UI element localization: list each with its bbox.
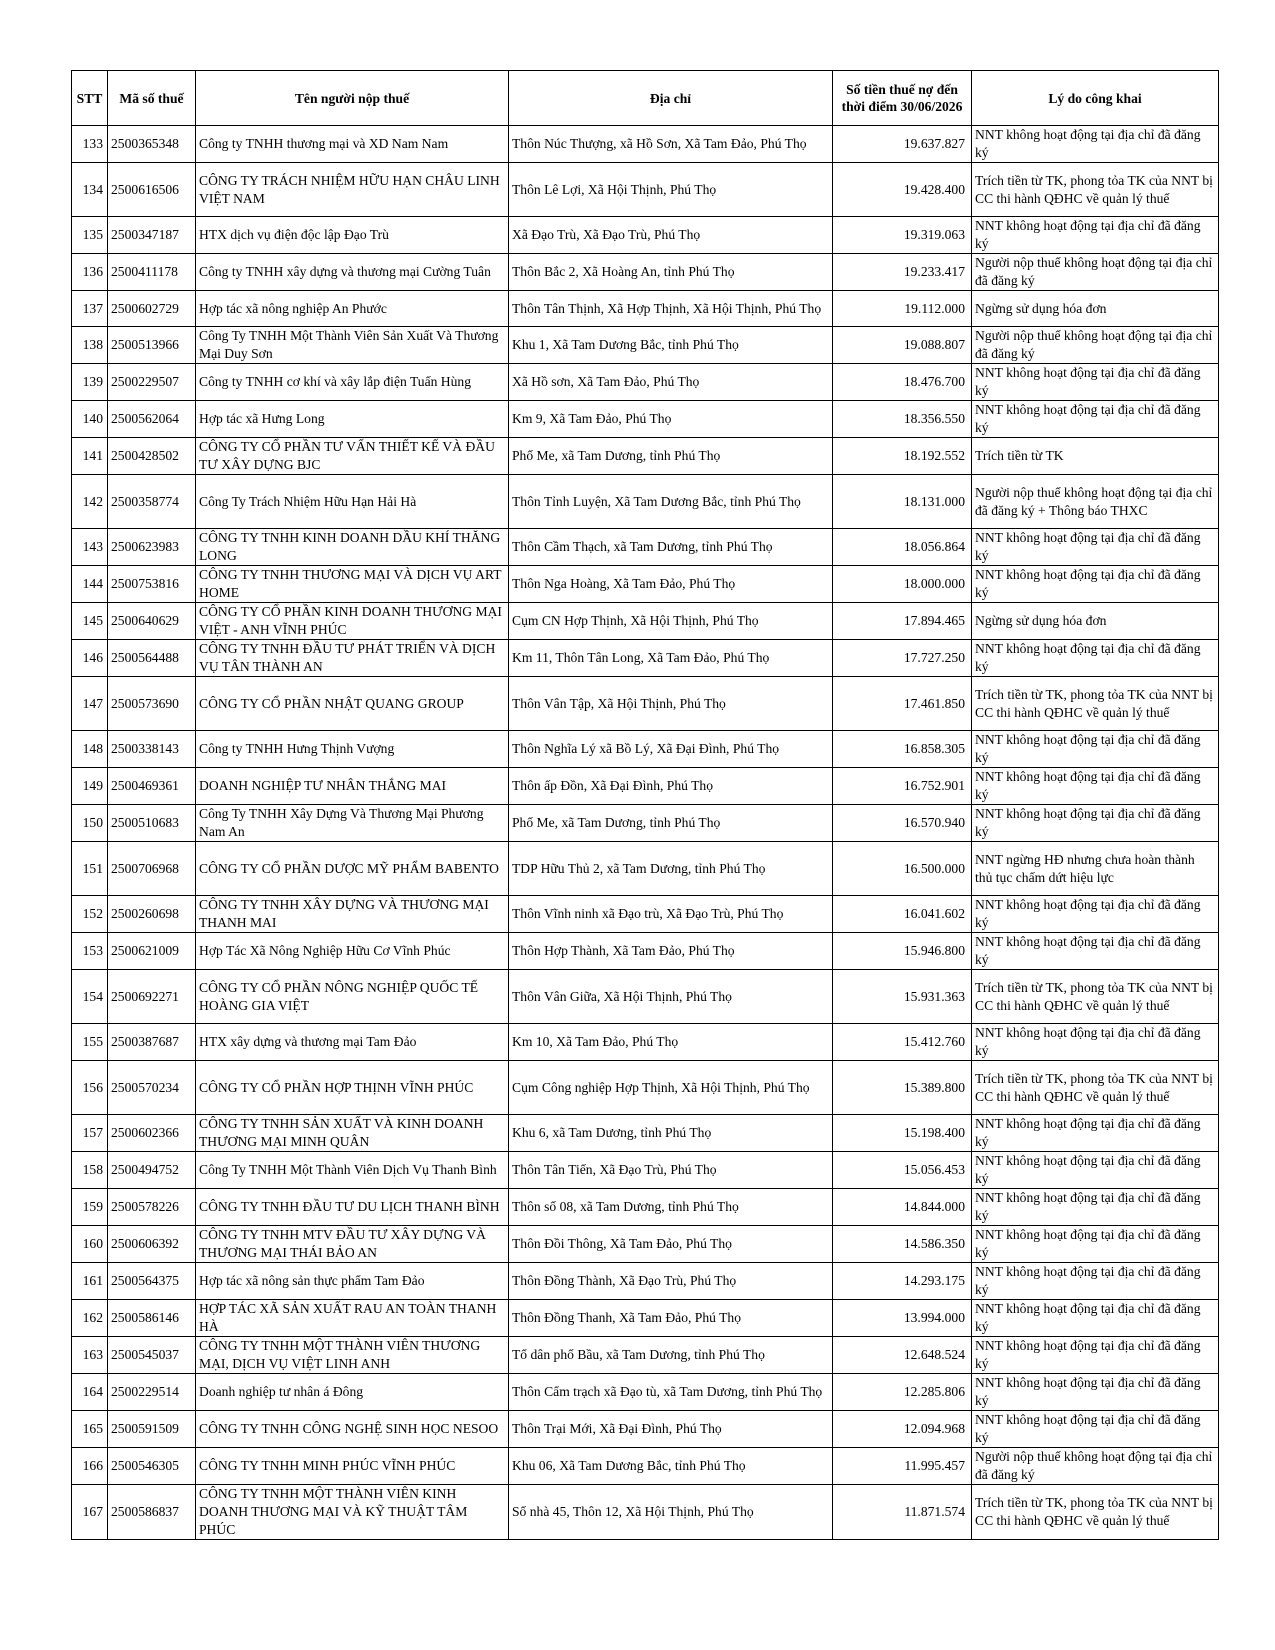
row-debt-amount: 16.858.305 bbox=[833, 731, 972, 768]
row-tax-code: 2500564375 bbox=[108, 1263, 196, 1300]
row-tax-code: 2500640629 bbox=[108, 603, 196, 640]
row-taxpayer-name: HTX dịch vụ điện độc lập Đạo Trù bbox=[196, 217, 509, 254]
row-tax-code: 2500358774 bbox=[108, 475, 196, 529]
row-tax-code: 2500411178 bbox=[108, 254, 196, 291]
row-tax-code: 2500578226 bbox=[108, 1189, 196, 1226]
table-row bbox=[72, 677, 1219, 731]
row-debt-amount: 12.285.806 bbox=[833, 1374, 972, 1411]
row-taxpayer-name: CÔNG TY TNHH MỘT THÀNH VIÊN THƯƠNG MẠI, DỊCH VỤ VIỆT LINH ANH bbox=[196, 1337, 509, 1374]
row-address: Phố Me, xã Tam Dương, tỉnh Phú Thọ bbox=[509, 805, 833, 842]
row-disclosure-reason: NNT ngừng HĐ nhưng chưa hoàn thành thủ tục chấm dứt hiệu lực bbox=[972, 842, 1219, 896]
row-taxpayer-name: CÔNG TY TRÁCH NHIỆM HỮU HẠN CHÂU LINH VIỆT NAM bbox=[196, 163, 509, 217]
row-stt: 148 bbox=[72, 731, 108, 768]
row-tax-code: 2500573690 bbox=[108, 677, 196, 731]
row-debt-amount: 11.995.457 bbox=[833, 1448, 972, 1485]
row-address: Thôn Tân Tiến, Xã Đạo Trù, Phú Thọ bbox=[509, 1152, 833, 1189]
header-tax-code: Mã số thuế bbox=[108, 71, 196, 126]
table-body bbox=[72, 126, 1219, 1540]
table-row bbox=[72, 327, 1219, 364]
row-tax-code: 2500564488 bbox=[108, 640, 196, 677]
row-tax-code: 2500562064 bbox=[108, 401, 196, 438]
row-debt-amount: 15.931.363 bbox=[833, 970, 972, 1024]
row-taxpayer-name: CÔNG TY TNHH ĐẦU TƯ PHÁT TRIỂN VÀ DỊCH VỤ TÂN THÀNH AN bbox=[196, 640, 509, 677]
row-debt-amount: 17.727.250 bbox=[833, 640, 972, 677]
row-disclosure-reason: NNT không hoạt động tại địa chỉ đã đăng ký bbox=[972, 1337, 1219, 1374]
row-address: Km 9, Xã Tam Đảo, Phú Thọ bbox=[509, 401, 833, 438]
row-disclosure-reason: NNT không hoạt động tại địa chỉ đã đăng ký bbox=[972, 1411, 1219, 1448]
row-debt-amount: 14.844.000 bbox=[833, 1189, 972, 1226]
row-disclosure-reason: Trích tiền từ TK, phong tỏa TK của NNT bị CC thi hành QĐHC về quản lý thuế bbox=[972, 677, 1219, 731]
row-taxpayer-name: CÔNG TY CỔ PHẦN NHẬT QUANG GROUP bbox=[196, 677, 509, 731]
row-address: Thôn Cầm Thạch, xã Tam Dương, tỉnh Phú Thọ bbox=[509, 529, 833, 566]
table-row bbox=[72, 401, 1219, 438]
row-tax-code: 2500586146 bbox=[108, 1300, 196, 1337]
row-disclosure-reason: NNT không hoạt động tại địa chỉ đã đăng ký bbox=[972, 1152, 1219, 1189]
table-row bbox=[72, 475, 1219, 529]
table-row bbox=[72, 842, 1219, 896]
row-debt-amount: 17.894.465 bbox=[833, 603, 972, 640]
table-row bbox=[72, 364, 1219, 401]
row-debt-amount: 16.500.000 bbox=[833, 842, 972, 896]
row-taxpayer-name: HỢP TÁC XÃ SẢN XUẤT RAU AN TOÀN THANH HÀ bbox=[196, 1300, 509, 1337]
row-taxpayer-name: CÔNG TY TNHH XÂY DỰNG VÀ THƯƠNG MẠI THANH MAI bbox=[196, 896, 509, 933]
row-taxpayer-name: Hợp tác xã nông sản thực phẩm Tam Đảo bbox=[196, 1263, 509, 1300]
row-address: Thôn Hợp Thành, Xã Tam Đảo, Phú Thọ bbox=[509, 933, 833, 970]
row-stt: 135 bbox=[72, 217, 108, 254]
row-disclosure-reason: NNT không hoạt động tại địa chỉ đã đăng ký bbox=[972, 640, 1219, 677]
row-taxpayer-name: Công ty TNHH cơ khí và xây lắp điện Tuấn Hùng bbox=[196, 364, 509, 401]
row-taxpayer-name: CÔNG TY TNHH KINH DOANH DẦU KHÍ THĂNG LONG bbox=[196, 529, 509, 566]
row-stt: 152 bbox=[72, 896, 108, 933]
row-debt-amount: 18.056.864 bbox=[833, 529, 972, 566]
row-address: Thôn Tân Thịnh, Xã Hợp Thịnh, Xã Hội Thịnh, Phú Thọ bbox=[509, 291, 833, 327]
tax-debt-table bbox=[71, 70, 1219, 1540]
row-disclosure-reason: NNT không hoạt động tại địa chỉ đã đăng ký bbox=[972, 1300, 1219, 1337]
row-tax-code: 2500513966 bbox=[108, 327, 196, 364]
row-address: Km 11, Thôn Tân Long, Xã Tam Đảo, Phú Thọ bbox=[509, 640, 833, 677]
row-debt-amount: 16.752.901 bbox=[833, 768, 972, 805]
row-tax-code: 2500229507 bbox=[108, 364, 196, 401]
table-row bbox=[72, 217, 1219, 254]
row-disclosure-reason: NNT không hoạt động tại địa chỉ đã đăng ký bbox=[972, 1374, 1219, 1411]
row-taxpayer-name: Công Ty TNHH Xây Dựng Và Thương Mại Phương Nam An bbox=[196, 805, 509, 842]
row-stt: 153 bbox=[72, 933, 108, 970]
row-disclosure-reason: Trích tiền từ TK, phong tỏa TK của NNT bị CC thi hành QĐHC về quản lý thuế bbox=[972, 163, 1219, 217]
row-tax-code: 2500602366 bbox=[108, 1115, 196, 1152]
row-stt: 144 bbox=[72, 566, 108, 603]
row-taxpayer-name: CÔNG TY TNHH CÔNG NGHỆ SINH HỌC NESOO bbox=[196, 1411, 509, 1448]
row-address: Khu 1, Xã Tam Dương Bắc, tỉnh Phú Thọ bbox=[509, 327, 833, 364]
row-stt: 164 bbox=[72, 1374, 108, 1411]
row-address: Khu 06, Xã Tam Dương Bắc, tỉnh Phú Thọ bbox=[509, 1448, 833, 1485]
row-tax-code: 2500753816 bbox=[108, 566, 196, 603]
row-debt-amount: 19.088.807 bbox=[833, 327, 972, 364]
row-disclosure-reason: Người nộp thuế không hoạt động tại địa chỉ đã đăng ký bbox=[972, 1448, 1219, 1485]
row-stt: 142 bbox=[72, 475, 108, 529]
row-taxpayer-name: HTX xây dựng và thương mại Tam Đảo bbox=[196, 1024, 509, 1061]
row-taxpayer-name: CÔNG TY TNHH MỘT THÀNH VIÊN KINH DOANH THƯƠNG MẠI VÀ KỸ THUẬT TÂM PHÚC bbox=[196, 1485, 509, 1540]
row-disclosure-reason: NNT không hoạt động tại địa chỉ đã đăng ký bbox=[972, 768, 1219, 805]
row-disclosure-reason: NNT không hoạt động tại địa chỉ đã đăng ký bbox=[972, 217, 1219, 254]
row-tax-code: 2500428502 bbox=[108, 438, 196, 475]
row-disclosure-reason: NNT không hoạt động tại địa chỉ đã đăng ký bbox=[972, 805, 1219, 842]
row-address: Thôn ấp Đồn, Xã Đại Đình, Phú Thọ bbox=[509, 768, 833, 805]
header-stt: STT bbox=[72, 71, 108, 126]
row-address: Thôn số 08, xã Tam Dương, tỉnh Phú Thọ bbox=[509, 1189, 833, 1226]
row-stt: 145 bbox=[72, 603, 108, 640]
row-disclosure-reason: NNT không hoạt động tại địa chỉ đã đăng ký bbox=[972, 1115, 1219, 1152]
row-stt: 139 bbox=[72, 364, 108, 401]
table-row bbox=[72, 291, 1219, 327]
row-debt-amount: 18.131.000 bbox=[833, 475, 972, 529]
row-address: Cụm CN Hợp Thịnh, Xã Hội Thịnh, Phú Thọ bbox=[509, 603, 833, 640]
row-taxpayer-name: Hợp tác xã nông nghiệp An Phước bbox=[196, 291, 509, 327]
row-stt: 141 bbox=[72, 438, 108, 475]
row-stt: 134 bbox=[72, 163, 108, 217]
table-row bbox=[72, 603, 1219, 640]
row-tax-code: 2500347187 bbox=[108, 217, 196, 254]
row-debt-amount: 18.000.000 bbox=[833, 566, 972, 603]
row-address: Xã Hồ sơn, Xã Tam Đảo, Phú Thọ bbox=[509, 364, 833, 401]
row-address: Thôn Núc Thượng, xã Hồ Sơn, Xã Tam Đảo, Phú Thọ bbox=[509, 126, 833, 163]
row-taxpayer-name: Hợp tác xã Hưng Long bbox=[196, 401, 509, 438]
table-row bbox=[72, 1263, 1219, 1300]
row-taxpayer-name: CÔNG TY CỔ PHẦN KINH DOANH THƯƠNG MẠI VIỆT - ANH VĨNH PHÚC bbox=[196, 603, 509, 640]
row-disclosure-reason: NNT không hoạt động tại địa chỉ đã đăng ký bbox=[972, 529, 1219, 566]
row-address: Thôn Đồi Thông, Xã Tam Đảo, Phú Thọ bbox=[509, 1226, 833, 1263]
row-debt-amount: 12.648.524 bbox=[833, 1337, 972, 1374]
row-debt-amount: 11.871.574 bbox=[833, 1485, 972, 1540]
row-stt: 159 bbox=[72, 1189, 108, 1226]
table-row bbox=[72, 805, 1219, 842]
table-row bbox=[72, 768, 1219, 805]
header-debt-amount: Số tiền thuế nợ đến thời điểm 30/06/2026 bbox=[833, 71, 972, 126]
row-stt: 166 bbox=[72, 1448, 108, 1485]
row-disclosure-reason: Người nộp thuế không hoạt động tại địa chỉ đã đăng ký bbox=[972, 327, 1219, 364]
table-row bbox=[72, 1448, 1219, 1485]
row-debt-amount: 17.461.850 bbox=[833, 677, 972, 731]
row-tax-code: 2500469361 bbox=[108, 768, 196, 805]
row-address: Thôn Nghĩa Lý xã Bồ Lý, Xã Đại Đình, Phú Thọ bbox=[509, 731, 833, 768]
table-row bbox=[72, 1226, 1219, 1263]
table-row bbox=[72, 1061, 1219, 1115]
row-taxpayer-name: CÔNG TY TNHH MINH PHÚC VĨNH PHÚC bbox=[196, 1448, 509, 1485]
row-tax-code: 2500621009 bbox=[108, 933, 196, 970]
header-disclosure-reason: Lý do công khai bbox=[972, 71, 1219, 126]
row-address: Thôn Lê Lợi, Xã Hội Thịnh, Phú Thọ bbox=[509, 163, 833, 217]
row-tax-code: 2500545037 bbox=[108, 1337, 196, 1374]
row-tax-code: 2500591509 bbox=[108, 1411, 196, 1448]
row-stt: 158 bbox=[72, 1152, 108, 1189]
row-address: Thôn Cẩm trạch xã Đạo tù, xã Tam Dương, tỉnh Phú Thọ bbox=[509, 1374, 833, 1411]
row-stt: 151 bbox=[72, 842, 108, 896]
row-debt-amount: 18.356.550 bbox=[833, 401, 972, 438]
row-tax-code: 2500365348 bbox=[108, 126, 196, 163]
row-address: Tổ dân phố Bầu, xã Tam Dương, tỉnh Phú Thọ bbox=[509, 1337, 833, 1374]
row-address: Thôn Đồng Thành, Xã Đạo Trù, Phú Thọ bbox=[509, 1263, 833, 1300]
row-debt-amount: 18.192.552 bbox=[833, 438, 972, 475]
row-stt: 147 bbox=[72, 677, 108, 731]
row-tax-code: 2500338143 bbox=[108, 731, 196, 768]
row-tax-code: 2500706968 bbox=[108, 842, 196, 896]
table-row bbox=[72, 566, 1219, 603]
row-disclosure-reason: NNT không hoạt động tại địa chỉ đã đăng ký bbox=[972, 566, 1219, 603]
row-taxpayer-name: CÔNG TY TNHH THƯƠNG MẠI VÀ DỊCH VỤ ART HOME bbox=[196, 566, 509, 603]
row-address: Cụm Công nghiệp Hợp Thịnh, Xã Hội Thịnh, Phú Thọ bbox=[509, 1061, 833, 1115]
row-address: Thôn Trại Mới, Xã Đại Đình, Phú Thọ bbox=[509, 1411, 833, 1448]
row-stt: 161 bbox=[72, 1263, 108, 1300]
row-debt-amount: 16.041.602 bbox=[833, 896, 972, 933]
row-address: TDP Hữu Thủ 2, xã Tam Dương, tỉnh Phú Thọ bbox=[509, 842, 833, 896]
row-stt: 140 bbox=[72, 401, 108, 438]
row-stt: 149 bbox=[72, 768, 108, 805]
row-taxpayer-name: CÔNG TY TNHH MTV ĐẦU TƯ XÂY DỰNG VÀ THƯƠNG MẠI THÁI BẢO AN bbox=[196, 1226, 509, 1263]
table-row bbox=[72, 1024, 1219, 1061]
row-address: Thôn Nga Hoàng, Xã Tam Đảo, Phú Thọ bbox=[509, 566, 833, 603]
row-taxpayer-name: Doanh nghiệp tư nhân á Đông bbox=[196, 1374, 509, 1411]
row-address: Phố Me, xã Tam Dương, tỉnh Phú Thọ bbox=[509, 438, 833, 475]
row-debt-amount: 16.570.940 bbox=[833, 805, 972, 842]
table-row bbox=[72, 438, 1219, 475]
table-row bbox=[72, 1337, 1219, 1374]
row-debt-amount: 15.198.400 bbox=[833, 1115, 972, 1152]
row-debt-amount: 19.233.417 bbox=[833, 254, 972, 291]
row-disclosure-reason: NNT không hoạt động tại địa chỉ đã đăng ký bbox=[972, 1226, 1219, 1263]
row-tax-code: 2500260698 bbox=[108, 896, 196, 933]
table-row bbox=[72, 970, 1219, 1024]
row-stt: 163 bbox=[72, 1337, 108, 1374]
row-stt: 157 bbox=[72, 1115, 108, 1152]
header-taxpayer-name: Tên người nộp thuế bbox=[196, 71, 509, 126]
row-debt-amount: 12.094.968 bbox=[833, 1411, 972, 1448]
row-address: Thôn Tỉnh Luyện, Xã Tam Dương Bắc, tỉnh Phú Thọ bbox=[509, 475, 833, 529]
row-debt-amount: 14.293.175 bbox=[833, 1263, 972, 1300]
row-disclosure-reason: NNT không hoạt động tại địa chỉ đã đăng ký bbox=[972, 401, 1219, 438]
row-debt-amount: 15.946.800 bbox=[833, 933, 972, 970]
row-stt: 167 bbox=[72, 1485, 108, 1540]
row-debt-amount: 14.586.350 bbox=[833, 1226, 972, 1263]
row-tax-code: 2500586837 bbox=[108, 1485, 196, 1540]
row-disclosure-reason: Ngừng sử dụng hóa đơn bbox=[972, 603, 1219, 640]
row-address: Thôn Vân Tập, Xã Hội Thịnh, Phú Thọ bbox=[509, 677, 833, 731]
table-row bbox=[72, 529, 1219, 566]
row-taxpayer-name: CÔNG TY CỔ PHẦN DƯỢC MỸ PHẨM BABENTO bbox=[196, 842, 509, 896]
row-taxpayer-name: CÔNG TY TNHH ĐẦU TƯ DU LỊCH THANH BÌNH bbox=[196, 1189, 509, 1226]
header-address: Địa chỉ bbox=[509, 71, 833, 126]
row-tax-code: 2500692271 bbox=[108, 970, 196, 1024]
row-address: Km 10, Xã Tam Đảo, Phú Thọ bbox=[509, 1024, 833, 1061]
row-tax-code: 2500602729 bbox=[108, 291, 196, 327]
row-tax-code: 2500570234 bbox=[108, 1061, 196, 1115]
table-row bbox=[72, 1411, 1219, 1448]
row-taxpayer-name: Công Ty TNHH Một Thành Viên Sản Xuất Và Thương Mại Duy Sơn bbox=[196, 327, 509, 364]
row-disclosure-reason: Người nộp thuế không hoạt động tại địa chỉ đã đăng ký + Thông báo THXC bbox=[972, 475, 1219, 529]
row-taxpayer-name: Công ty TNHH thương mại và XD Nam Nam bbox=[196, 126, 509, 163]
table-row bbox=[72, 731, 1219, 768]
row-stt: 160 bbox=[72, 1226, 108, 1263]
row-tax-code: 2500623983 bbox=[108, 529, 196, 566]
table-row bbox=[72, 896, 1219, 933]
table-row bbox=[72, 1485, 1219, 1540]
row-debt-amount: 15.412.760 bbox=[833, 1024, 972, 1061]
row-tax-code: 2500494752 bbox=[108, 1152, 196, 1189]
row-disclosure-reason: Trích tiền từ TK, phong tỏa TK của NNT bị CC thi hành QĐHC về quản lý thuế bbox=[972, 1061, 1219, 1115]
row-disclosure-reason: Trích tiền từ TK bbox=[972, 438, 1219, 475]
row-taxpayer-name: Công ty TNHH Hưng Thịnh Vượng bbox=[196, 731, 509, 768]
row-disclosure-reason: NNT không hoạt động tại địa chỉ đã đăng ký bbox=[972, 1263, 1219, 1300]
row-disclosure-reason: NNT không hoạt động tại địa chỉ đã đăng ký bbox=[972, 933, 1219, 970]
row-address: Thôn Bắc 2, Xã Hoàng An, tỉnh Phú Thọ bbox=[509, 254, 833, 291]
row-stt: 143 bbox=[72, 529, 108, 566]
row-address: Thôn Đồng Thanh, Xã Tam Đảo, Phú Thọ bbox=[509, 1300, 833, 1337]
row-tax-code: 2500606392 bbox=[108, 1226, 196, 1263]
row-debt-amount: 15.056.453 bbox=[833, 1152, 972, 1189]
table-header bbox=[72, 71, 1219, 126]
row-stt: 137 bbox=[72, 291, 108, 327]
table-row bbox=[72, 254, 1219, 291]
row-disclosure-reason: NNT không hoạt động tại địa chỉ đã đăng ký bbox=[972, 896, 1219, 933]
table-row bbox=[72, 1300, 1219, 1337]
row-taxpayer-name: CÔNG TY CỔ PHẦN TƯ VẤN THIẾT KẾ VÀ ĐẦU TƯ XÂY DỰNG BJC bbox=[196, 438, 509, 475]
row-debt-amount: 18.476.700 bbox=[833, 364, 972, 401]
row-disclosure-reason: NNT không hoạt động tại địa chỉ đã đăng ký bbox=[972, 126, 1219, 163]
row-debt-amount: 13.994.000 bbox=[833, 1300, 972, 1337]
row-stt: 154 bbox=[72, 970, 108, 1024]
table-row bbox=[72, 126, 1219, 163]
row-stt: 133 bbox=[72, 126, 108, 163]
row-stt: 150 bbox=[72, 805, 108, 842]
row-debt-amount: 19.637.827 bbox=[833, 126, 972, 163]
row-taxpayer-name: Hợp Tác Xã Nông Nghiệp Hữu Cơ Vĩnh Phúc bbox=[196, 933, 509, 970]
row-stt: 155 bbox=[72, 1024, 108, 1061]
row-stt: 156 bbox=[72, 1061, 108, 1115]
row-disclosure-reason: Trích tiền từ TK, phong tỏa TK của NNT bị CC thi hành QĐHC về quản lý thuế bbox=[972, 1485, 1219, 1540]
row-stt: 165 bbox=[72, 1411, 108, 1448]
row-taxpayer-name: DOANH NGHIỆP TƯ NHÂN THẮNG MAI bbox=[196, 768, 509, 805]
row-stt: 146 bbox=[72, 640, 108, 677]
row-disclosure-reason: NNT không hoạt động tại địa chỉ đã đăng ký bbox=[972, 731, 1219, 768]
row-disclosure-reason: NNT không hoạt động tại địa chỉ đã đăng ký bbox=[972, 364, 1219, 401]
row-taxpayer-name: CÔNG TY CỔ PHẦN NÔNG NGHIỆP QUỐC TẾ HOÀNG GIA VIỆT bbox=[196, 970, 509, 1024]
table-row bbox=[72, 933, 1219, 970]
table-row bbox=[72, 1374, 1219, 1411]
row-tax-code: 2500387687 bbox=[108, 1024, 196, 1061]
row-address: Số nhà 45, Thôn 12, Xã Hội Thịnh, Phú Thọ bbox=[509, 1485, 833, 1540]
row-taxpayer-name: Công ty TNHH xây dựng và thương mại Cường Tuân bbox=[196, 254, 509, 291]
row-disclosure-reason: Trích tiền từ TK, phong tỏa TK của NNT bị CC thi hành QĐHC về quản lý thuế bbox=[972, 970, 1219, 1024]
row-tax-code: 2500510683 bbox=[108, 805, 196, 842]
row-debt-amount: 19.319.063 bbox=[833, 217, 972, 254]
row-stt: 162 bbox=[72, 1300, 108, 1337]
table-row bbox=[72, 640, 1219, 677]
row-address: Thôn Vân Giữa, Xã Hội Thịnh, Phú Thọ bbox=[509, 970, 833, 1024]
row-debt-amount: 15.389.800 bbox=[833, 1061, 972, 1115]
row-debt-amount: 19.112.000 bbox=[833, 291, 972, 327]
table-row bbox=[72, 1115, 1219, 1152]
table-row bbox=[72, 1189, 1219, 1226]
row-address: Xã Đạo Trù, Xã Đạo Trù, Phú Thọ bbox=[509, 217, 833, 254]
row-tax-code: 2500616506 bbox=[108, 163, 196, 217]
table-row bbox=[72, 1152, 1219, 1189]
row-taxpayer-name: Công Ty Trách Nhiệm Hữu Hạn Hải Hà bbox=[196, 475, 509, 529]
row-tax-code: 2500546305 bbox=[108, 1448, 196, 1485]
row-taxpayer-name: Công Ty TNHH Một Thành Viên Dịch Vụ Thanh Bình bbox=[196, 1152, 509, 1189]
row-address: Thôn Vĩnh ninh xã Đạo trù, Xã Đạo Trù, Phú Thọ bbox=[509, 896, 833, 933]
row-disclosure-reason: NNT không hoạt động tại địa chỉ đã đăng ký bbox=[972, 1189, 1219, 1226]
row-address: Khu 6, xã Tam Dương, tỉnh Phú Thọ bbox=[509, 1115, 833, 1152]
row-disclosure-reason: Ngừng sử dụng hóa đơn bbox=[972, 291, 1219, 327]
row-stt: 136 bbox=[72, 254, 108, 291]
row-taxpayer-name: CÔNG TY TNHH SẢN XUẤT VÀ KINH DOANH THƯƠNG MẠI MINH QUÂN bbox=[196, 1115, 509, 1152]
row-tax-code: 2500229514 bbox=[108, 1374, 196, 1411]
row-stt: 138 bbox=[72, 327, 108, 364]
row-debt-amount: 19.428.400 bbox=[833, 163, 972, 217]
row-disclosure-reason: Người nộp thuế không hoạt động tại địa chỉ đã đăng ký bbox=[972, 254, 1219, 291]
row-disclosure-reason: NNT không hoạt động tại địa chỉ đã đăng ký bbox=[972, 1024, 1219, 1061]
table-row bbox=[72, 163, 1219, 217]
header-row bbox=[72, 71, 1219, 126]
row-taxpayer-name: CÔNG TY CỔ PHẦN HỢP THỊNH VĨNH PHÚC bbox=[196, 1061, 509, 1115]
